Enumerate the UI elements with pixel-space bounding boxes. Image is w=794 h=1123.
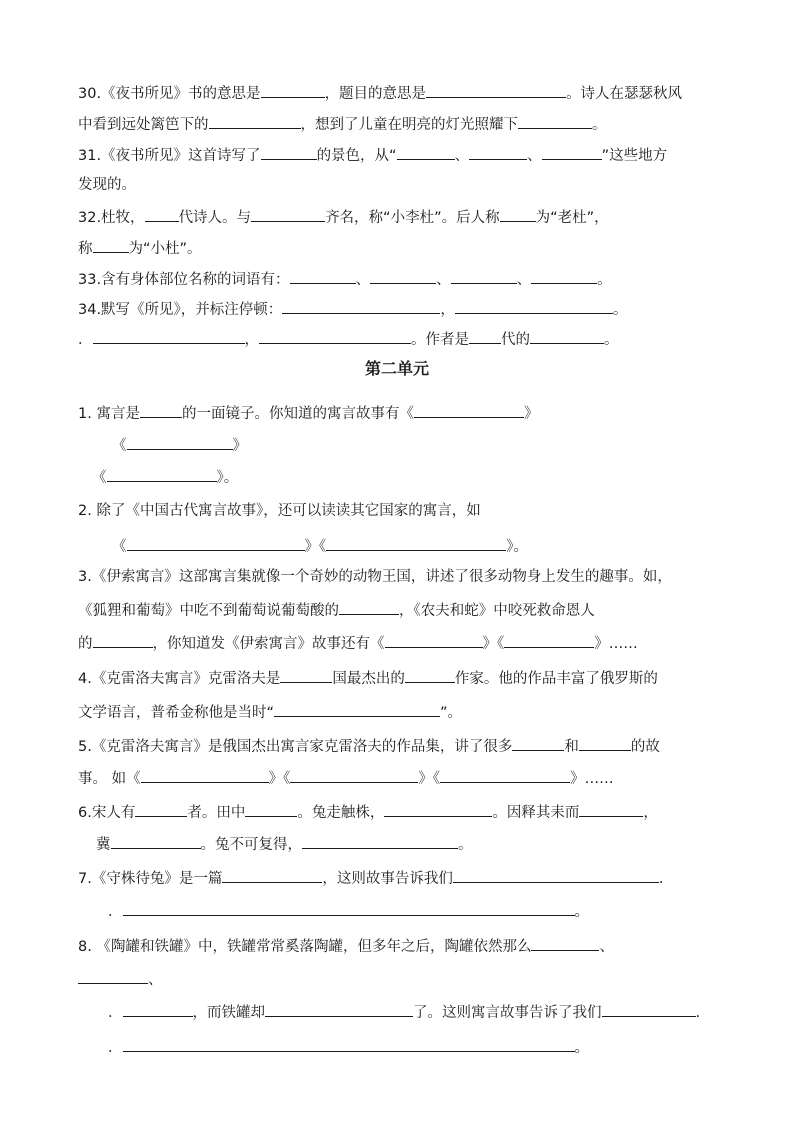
question-31-line-1: 31.《夜书所见》这首诗写了 的景色，从“ 、 、 ”这些地方 xyxy=(78,144,667,166)
answer-blank[interactable] xyxy=(259,328,411,344)
answer-blank[interactable] xyxy=(251,206,325,222)
answer-blank[interactable] xyxy=(426,82,566,98)
answer-blank[interactable] xyxy=(339,599,399,615)
question-32-line-1: 32.杜牧， 代诗人。与 齐名，称“小李杜”。后人称 为“老杜”， xyxy=(78,206,609,228)
unit2-q1-line-2: 《 》 xyxy=(112,434,247,456)
unit2-q8-line-3: ． ，而铁罐却 了。这则寓言故事告诉了我们 . xyxy=(108,1001,700,1023)
question-34-line-2: ． ， 。作者是 代的 。 xyxy=(78,328,619,350)
unit2-q5-line-2: 事。 如《 》《 》《 》…… xyxy=(78,767,614,789)
question-34-line-1: 34.默写《所见》，并标注停顿： ， 。 xyxy=(78,298,627,320)
question-32-line-2: 称 为“小杜”。 xyxy=(78,237,202,259)
answer-blank[interactable] xyxy=(518,113,592,129)
question-31-line-2: 发现的。 xyxy=(78,177,136,193)
answer-blank[interactable] xyxy=(261,144,317,160)
answer-blank[interactable] xyxy=(127,535,305,551)
answer-blank[interactable] xyxy=(145,206,179,222)
answer-blank[interactable] xyxy=(385,632,483,648)
answer-blank[interactable] xyxy=(135,801,187,817)
unit2-q3-line-2: 《狐狸和葡萄》中吃不到葡萄说葡萄酸的 ，《农夫和蛇》中咬死救命恩人 xyxy=(78,599,595,621)
answer-blank[interactable] xyxy=(530,328,604,344)
answer-blank[interactable] xyxy=(222,867,322,883)
answer-blank[interactable] xyxy=(451,268,517,284)
answer-blank[interactable] xyxy=(542,144,602,160)
answer-blank[interactable] xyxy=(414,402,524,418)
answer-blank[interactable] xyxy=(265,1001,413,1017)
unit2-q7-line-1: 7.《守株待兔》是一篇 ，这则故事告诉我们 . xyxy=(78,867,663,889)
answer-blank[interactable] xyxy=(455,298,613,314)
answer-blank[interactable] xyxy=(93,328,245,344)
answer-blank[interactable] xyxy=(384,801,492,817)
answer-blank[interactable] xyxy=(78,968,148,984)
question-30-line-1: 30.《夜书所见》书的意思是 ，题目的意思是 。诗人在瑟瑟秋风 xyxy=(78,82,682,104)
answer-blank[interactable] xyxy=(107,466,217,482)
unit2-q8-line-2: 、 xyxy=(78,968,163,990)
answer-blank[interactable] xyxy=(531,268,597,284)
question-33: 33.含有身体部位名称的词语有： 、 、 、 。 xyxy=(78,268,612,290)
answer-blank[interactable] xyxy=(123,1036,575,1052)
answer-blank[interactable] xyxy=(93,237,129,253)
question-30-line-2: 中看到远处篱笆下的 ，想到了儿童在明亮的灯光照耀下 。 xyxy=(78,113,607,135)
answer-blank[interactable] xyxy=(140,402,182,418)
answer-blank[interactable] xyxy=(282,298,440,314)
unit-2-heading: 第二单元 xyxy=(364,359,429,378)
answer-blank[interactable] xyxy=(453,867,659,883)
answer-blank[interactable] xyxy=(531,935,599,951)
answer-blank[interactable] xyxy=(111,833,201,849)
answer-blank[interactable] xyxy=(93,632,153,648)
answer-blank[interactable] xyxy=(274,701,440,717)
answer-blank[interactable] xyxy=(280,667,332,683)
answer-blank[interactable] xyxy=(370,268,436,284)
answer-blank[interactable] xyxy=(302,833,458,849)
answer-blank[interactable] xyxy=(405,667,455,683)
unit2-q5-line-1: 5.《克雷洛夫寓言》是俄国杰出寓言家克雷洛夫的作品集，讲了很多 和 的故 xyxy=(78,735,660,757)
answer-blank[interactable] xyxy=(141,767,269,783)
answer-blank[interactable] xyxy=(500,206,536,222)
unit2-q8-line-4: ． 。 xyxy=(108,1036,589,1058)
answer-blank[interactable] xyxy=(579,735,631,751)
answer-blank[interactable] xyxy=(469,144,527,160)
answer-blank[interactable] xyxy=(245,801,297,817)
unit2-q8-line-1: 8. 《陶罐和铁罐》中，铁罐常常奚落陶罐，但多年之后，陶罐依然那么 、 xyxy=(78,935,614,957)
answer-blank[interactable] xyxy=(127,434,233,450)
answer-blank[interactable] xyxy=(397,144,455,160)
unit2-q6-line-2: 冀 。兔不可复得， 。 xyxy=(96,833,473,855)
answer-blank[interactable] xyxy=(602,1001,696,1017)
answer-blank[interactable] xyxy=(290,767,418,783)
unit2-q2-line-2: 《 》《 》。 xyxy=(112,535,528,557)
answer-blank[interactable] xyxy=(469,328,501,344)
unit2-q4-line-2: 文学语言，普希金称他是当时“ ”。 xyxy=(78,701,462,723)
unit2-q1-line-1: 1. 寓言是 的一面镜子。你知道的寓言故事有《 》 xyxy=(78,402,538,424)
answer-blank[interactable] xyxy=(261,82,325,98)
answer-blank[interactable] xyxy=(290,268,356,284)
unit2-q7-line-2: ． 。 xyxy=(108,900,589,922)
answer-blank[interactable] xyxy=(504,632,594,648)
unit2-q2-line-1: 2. 除了《中国古代寓言故事》，还可以读读其它国家的寓言，如 xyxy=(78,503,481,519)
unit2-q3-line-3: 的 ，你知道发《伊索寓言》故事还有《 》《 》…… xyxy=(78,632,638,654)
unit2-q3-line-1: 3.《伊索寓言》这部寓言集就像一个奇妙的动物王国，讲述了很多动物身上发生的趣事。如， xyxy=(78,569,672,585)
unit2-q4-line-1: 4.《克雷洛夫寓言》克雷洛夫是 国最杰出的 作家。他的作品丰富了俄罗斯的 xyxy=(78,667,658,689)
unit2-q6-line-1: 6.宋人有 者。田中 。兔走触株， 。因释其耒而 ， xyxy=(78,801,658,823)
answer-blank[interactable] xyxy=(326,535,506,551)
answer-blank[interactable] xyxy=(512,735,564,751)
answer-blank[interactable] xyxy=(123,1001,193,1017)
answer-blank[interactable] xyxy=(123,900,575,916)
answer-blank[interactable] xyxy=(209,113,301,129)
unit2-q1-line-3: 《 》。 xyxy=(92,466,238,488)
answer-blank[interactable] xyxy=(579,801,643,817)
answer-blank[interactable] xyxy=(440,767,570,783)
